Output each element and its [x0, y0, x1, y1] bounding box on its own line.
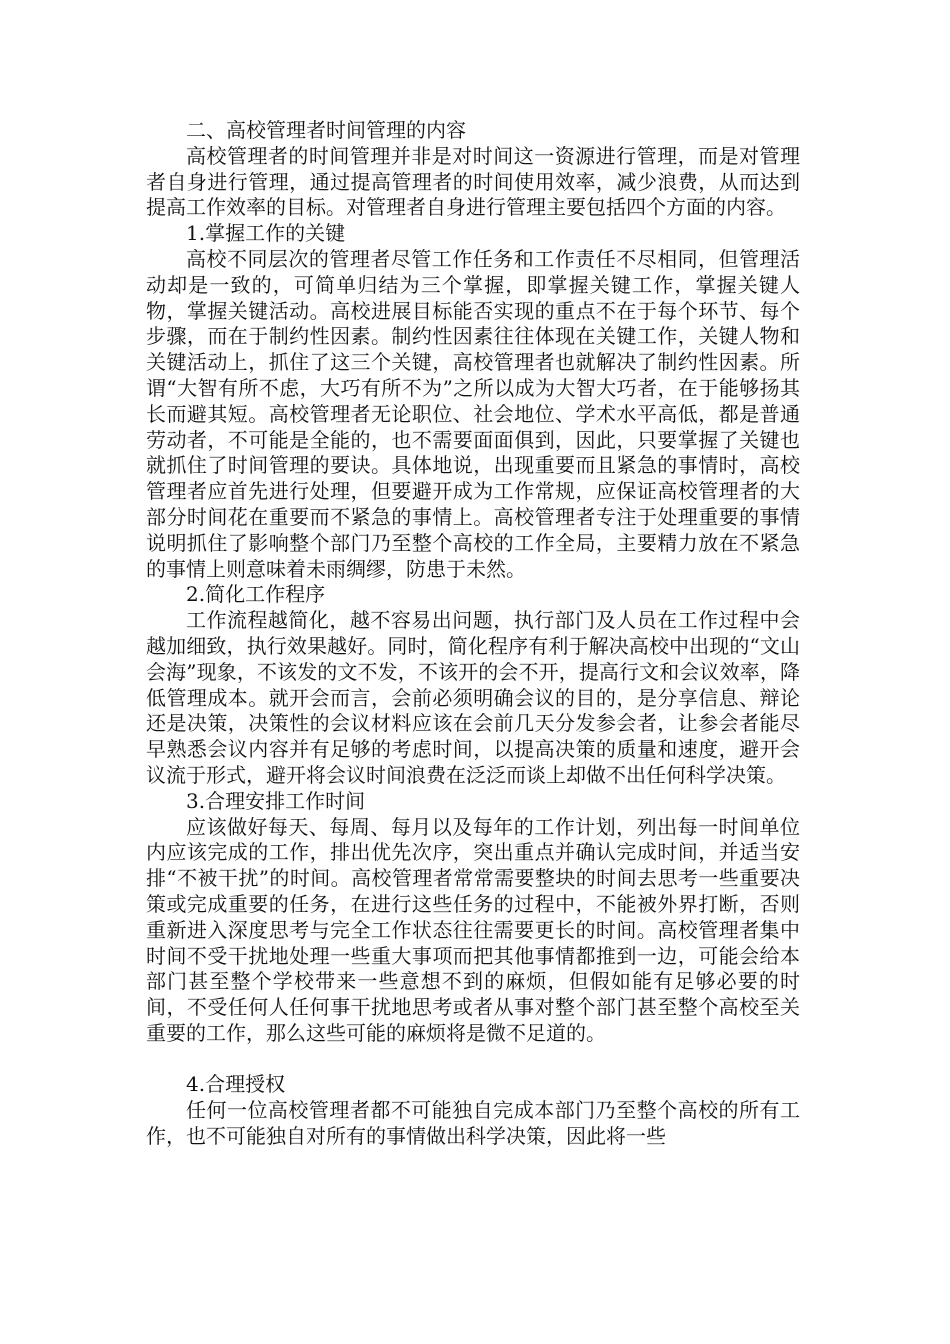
section-heading: 1.掌握工作的关键: [186, 221, 346, 246]
section-heading: 2.简化工作程序: [186, 582, 326, 607]
body-paragraph: 高校管理者的时间管理并非是对时间这一资源进行管理，而是对管理者自身进行管理，通过提高管理者的时间使用效率，减少浪费，从而达到提高工作效率的目标。对管理者自身进行管理主要包括四个方面的内容。: [146, 143, 800, 220]
document-body: [146, 118, 800, 1150]
section-heading: 4.合理授权: [186, 1072, 286, 1097]
section-heading: 二、高校管理者时间管理的内容: [186, 118, 466, 142]
section-heading: 3.合理安排工作时间: [186, 788, 366, 813]
body-paragraph: 任何一位高校管理者都不可能独自完成本部门乃至整个高校的所有工作，也不可能独自对所有的事情做出科学决策，因此将一些: [146, 1098, 800, 1149]
body-paragraph: 工作流程越简化，越不容易出问题，执行部门及人员在工作过程中会越加细致，执行效果越好。同时，简化程序有利于解决高校中出现的“文山会海”现象，不该发的文不发，不该开的会不开，提高行文和会议效率，降低管理成本。就开会而言，会前必须明确会议的目的，是分享信息、辩论还是决策，决策性的会议材料应该在会前几天分发参会者，让参会者能尽早熟悉会议内容并有足够的考虑时间，以提高决策的质量和速度，避开会议流于形式，避开将会议时间浪费在泛泛而谈上却做不出任何科学决策。: [146, 608, 800, 787]
body-paragraph: 高校不同层次的管理者尽管工作任务和工作责任不尽相同，但管理活动却是一致的，可简单归结为三个掌握，即掌握关键工作，掌握关键人物，掌握关键活动。高校进展目标能否实现的重点不在于每个环节、每个步骤，而在于制约性因素。制约性因素往往体现在关键工作，关键人物和关键活动上，抓住了这三个关键，高校管理者也就解决了制约性因素。所谓“大智有所不虑，大巧有所不为”之所以成为大智大巧者，在于能够扬其长而避其短。高校管理者无论职位、社会地位、学术水平高低，都是普通劳动者，不可能是全能的，也不需要面面俱到，因此，只要掌握了关键也就抓住了时间管理的要诀。具体地说，出现重要而且紧急的事情时，高校管理者应首先进行处理，但要避开成为工作常规，应保证高校管理者的大部分时间花在重要而不紧急的事情上。高校管理者专注于处理重要的事情说明抓住了影响整个部门乃至整个高校的工作全局，主要精力放在不紧急的事情上则意味着未雨绸缪，防患于未然。: [146, 246, 800, 581]
body-paragraph: 应该做好每天、每周、每月以及每年的工作计划，列出每一时间单位内应该完成的工作，排出优先次序，突出重点并确认完成时间，并适当安排“不被干扰”的时间。高校管理者常常需要整块的时间去思考一些重要决策或完成重要的任务，在进行这些任务的过程中，不能被外界打断，否则重新进入深度思考与完全工作状态往往需要更长的时间。高校管理者集中时间不受干扰地处理一些重大事项而把其他事情都推到一边，可能会给本部门甚至整个学校带来一些意想不到的麻烦，但假如能有足够必要的时间，不受任何人任何事干扰地思考或者从事对整个部门甚至整个高校至关重要的工作，那么这些可能的麻烦将是微不足道的。: [146, 814, 800, 1045]
